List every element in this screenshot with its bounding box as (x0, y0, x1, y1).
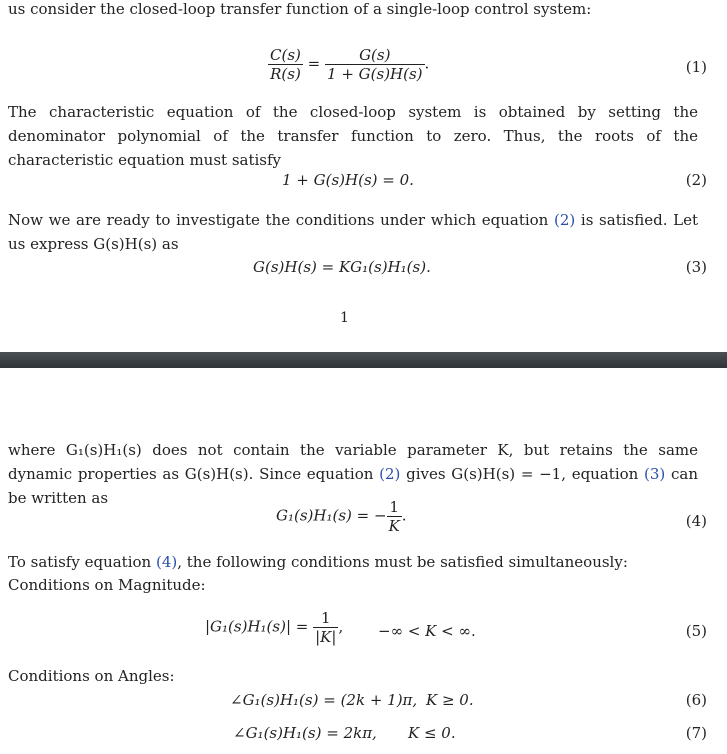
equation-6-number: (6) (685, 691, 707, 709)
equation-7-number: (7) (685, 724, 707, 742)
paragraph-where: where G₁(s)H₁(s) does not contain the variable parameter K, but retains the same dynamic properties as G(s)H(s). Since equation (2) gives G(s)H(s) = −1, equation (3) can be written as (8, 441, 698, 507)
equation-3-link[interactable]: (3) (644, 465, 666, 483)
equation-5: |G₁(s)H₁(s)| = $\frac{1}{|K|}$ , (205, 609, 344, 646)
equation-2-link[interactable]: (2) (554, 211, 576, 229)
equation-7-condition: K ≤ 0. (408, 724, 456, 742)
equation-1-number: (1) (685, 58, 707, 76)
equation-4: G₁(s)H₁(s) = − $\frac{1}{K}$ . (276, 498, 407, 535)
equation-5-condition: −∞ < K < ∞. (378, 622, 476, 640)
page-separator (0, 352, 727, 368)
equation-3: G(s)H(s) = KG₁(s)H₁(s). (253, 258, 431, 276)
equation-1: $\frac{C(s)}{R(s)}$ = $\frac{G(s)}{1 + G(s)H(s)}$ . (270, 46, 430, 83)
page-1 (0, 0, 727, 352)
equation-7: ∠G₁(s)H₁(s) = 2kπ, (233, 724, 377, 742)
equation-2-number: (2) (685, 171, 707, 189)
page-number: 1 (340, 310, 349, 326)
magnitude-heading: Conditions on Magnitude: (8, 576, 206, 594)
paragraph-characteristic: The characteristic equation of the closed-loop system is obtained by setting the denominator polynomial of the transfer function to zero. Thus, the roots of the characteristic equation must satisfy (8, 103, 698, 169)
equation-3-number: (3) (685, 258, 707, 276)
equation-6-condition: K ≥ 0. (426, 691, 474, 709)
equation-2-link[interactable]: (2) (379, 465, 401, 483)
equation-4-link[interactable]: (4) (155, 553, 178, 571)
equation-6: ∠G₁(s)H₁(s) = (2k + 1)π, (230, 691, 418, 709)
angles-heading: Conditions on Angles: (8, 667, 175, 685)
paragraph-satisfy: To satisfy equation (4), the following conditions must be satisfied simultaneously: (8, 553, 628, 571)
paragraph-investigate: Now we are ready to investigate the conditions under which equation (2) is satisfied. Let us express G(s)H(s) as (8, 211, 698, 253)
equation-2: 1 + G(s)H(s) = 0. (282, 171, 414, 189)
equation-4-number: (4) (685, 512, 707, 530)
equation-5-number: (5) (685, 622, 707, 640)
intro-text: us consider the closed-loop transfer function of a single-loop control system: (8, 0, 592, 18)
page-2 (0, 368, 727, 754)
